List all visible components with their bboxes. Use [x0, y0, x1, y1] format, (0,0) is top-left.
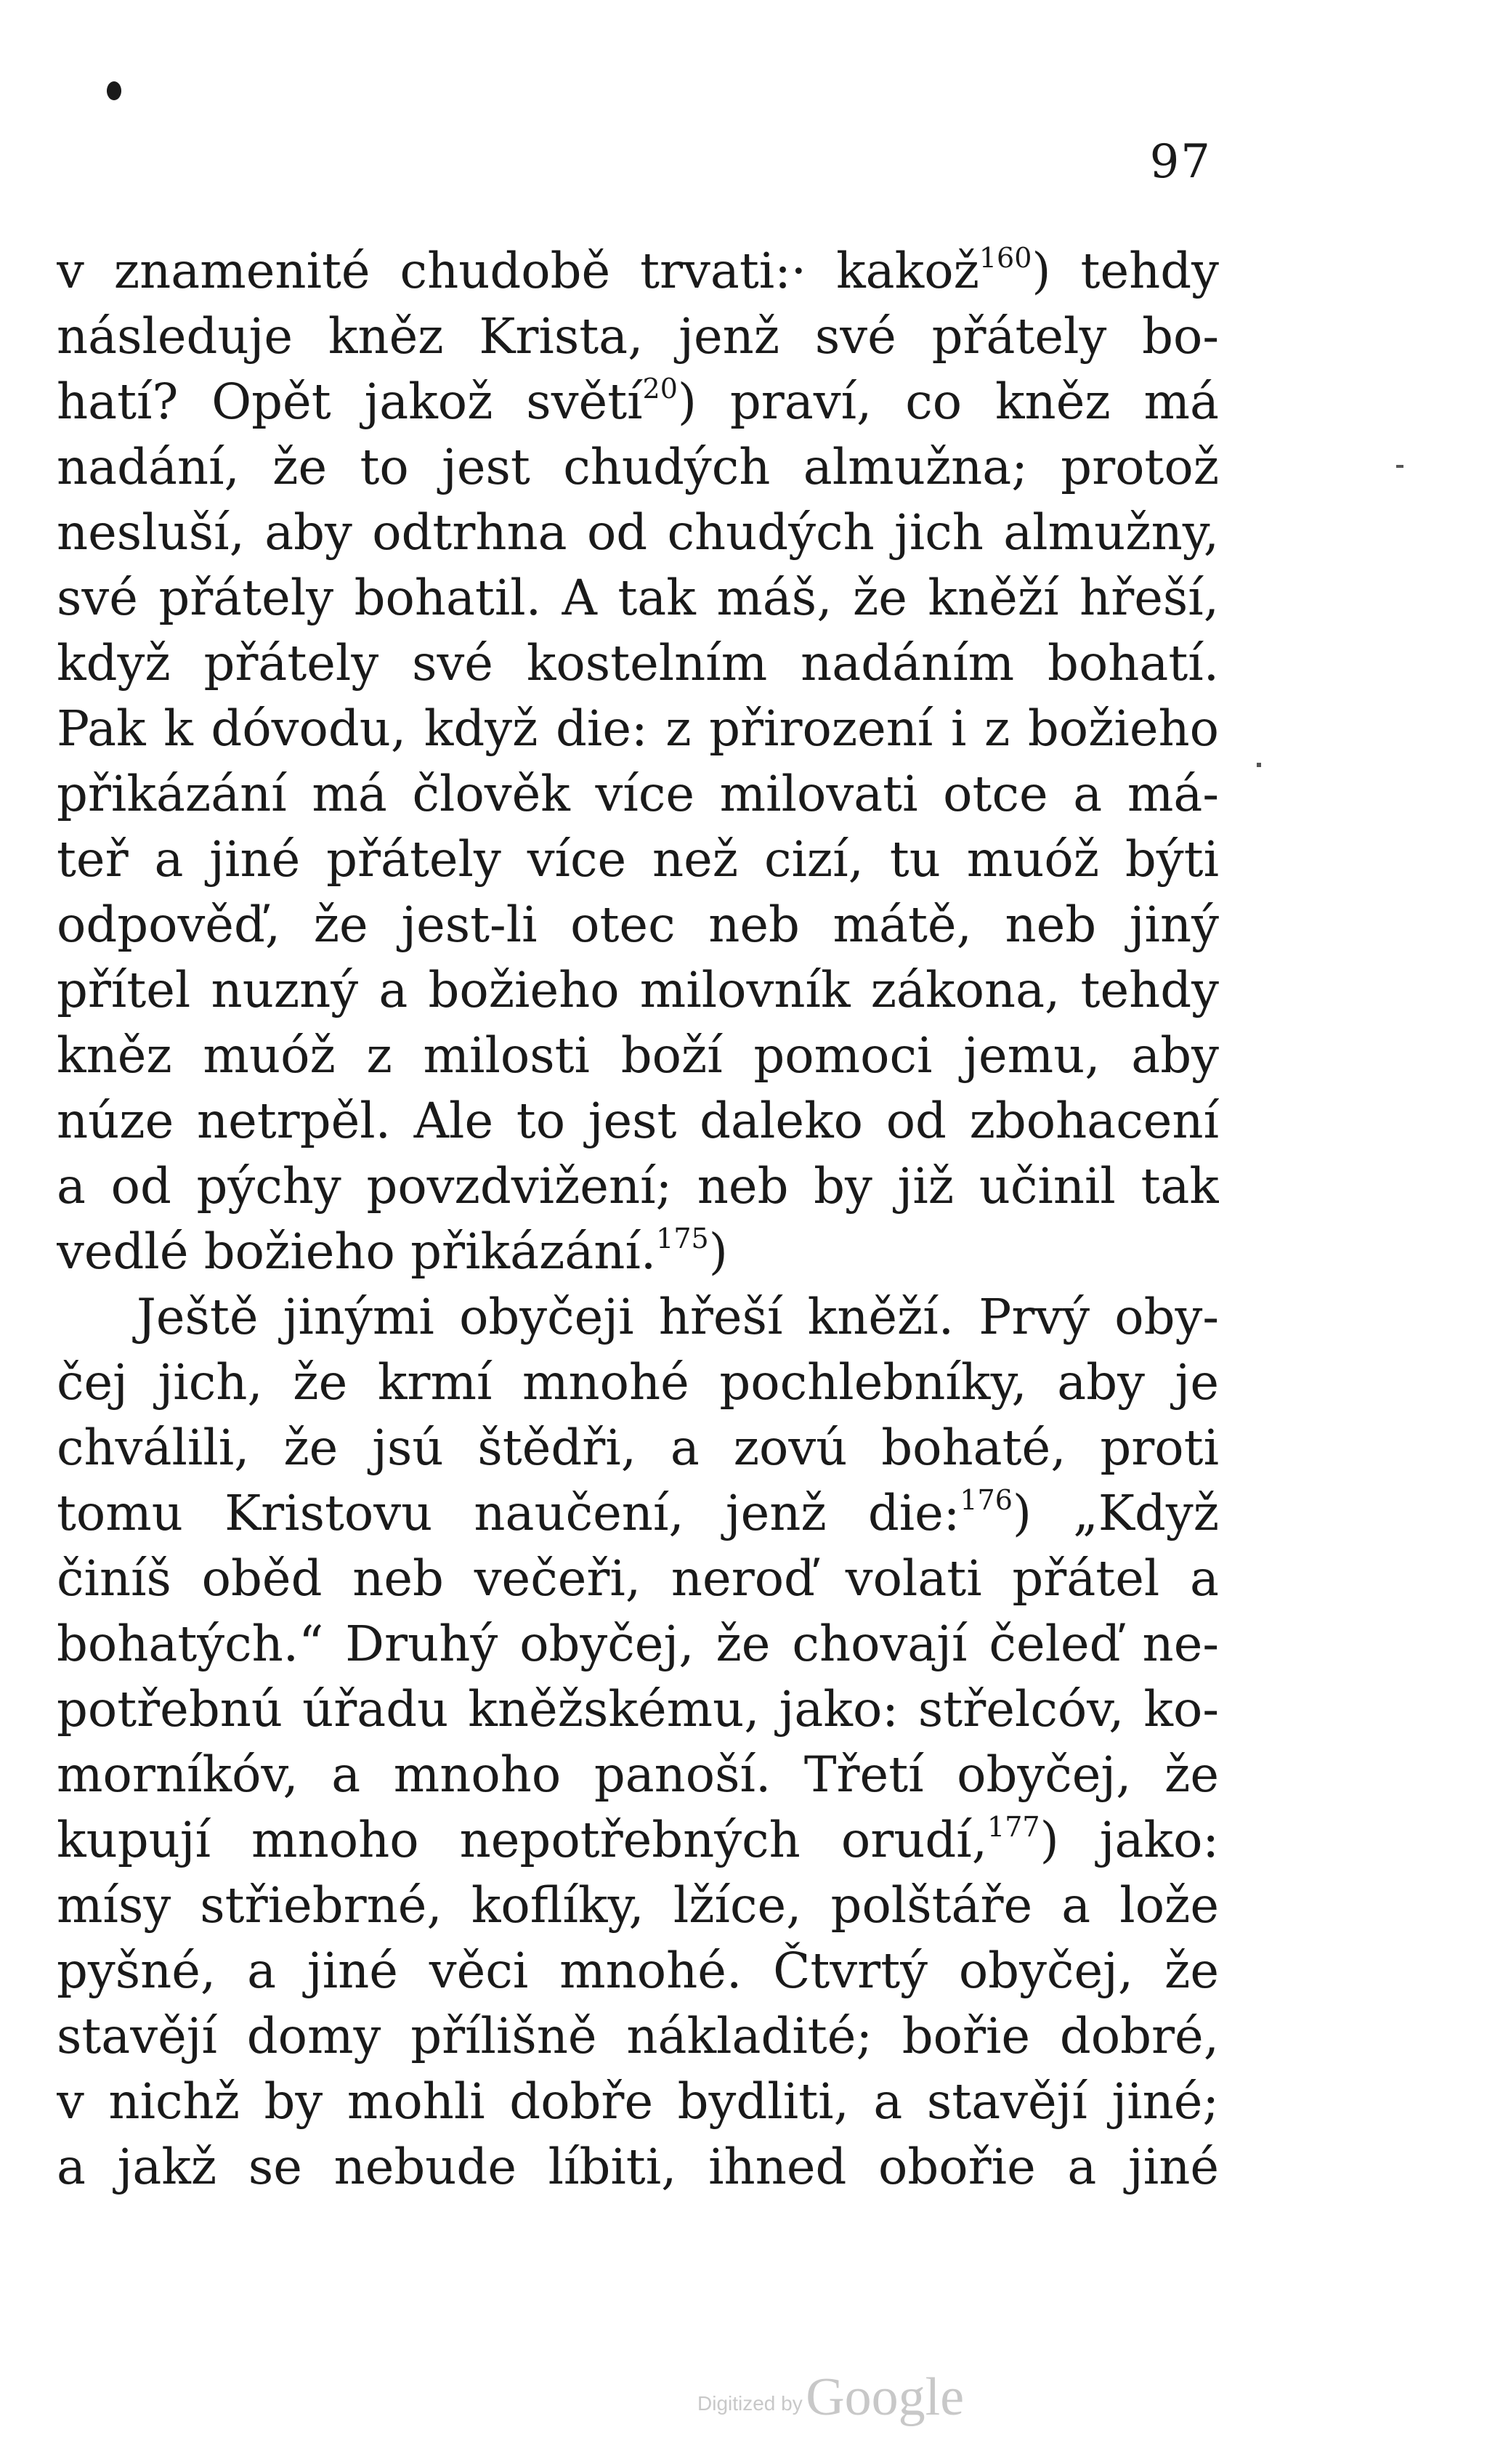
text-run: v nichž by mohli dobře bydliti, a stavějí jiné;	[57, 2073, 1219, 2130]
text-run: odpověď, že jest-li otec neb mátě, neb jiný	[57, 896, 1219, 953]
text-line	[57, 1742, 1219, 1807]
text-line	[57, 1873, 1219, 1938]
text-line	[57, 434, 1219, 500]
text-line	[57, 1350, 1219, 1415]
text-run: )	[708, 1223, 728, 1280]
text-run: následuje kněz Krista, jenž své přátely bo-	[57, 308, 1219, 365]
text-run: potřebnú úřadu kněžskému, jako: střelcóv, ko-	[57, 1681, 1219, 1738]
text-run: ) „Když	[1012, 1485, 1219, 1541]
text-run: kněz muóž z milosti boží pomoci jemu, aby	[57, 1027, 1219, 1084]
text-run: bohatých.“ Druhý obyčej, že chovají čeleď ne-	[57, 1616, 1219, 1672]
text-line	[57, 1219, 1219, 1284]
text-run: nadání, že to jest chudých almužna; protož	[57, 439, 1219, 495]
ink-dot	[107, 81, 121, 100]
text-run: hatí? Opět jakož světí	[57, 373, 643, 430]
text-line	[57, 1480, 1219, 1546]
text-run: teř a jiné přátely více než cizí, tu muóž býti	[57, 831, 1219, 888]
text-run: núze netrpěl. Ale to jest daleko od zbohacení	[57, 1093, 1219, 1149]
text-run: ) tehdy	[1032, 243, 1219, 299]
text-line	[57, 892, 1219, 957]
page-number: 97	[1149, 135, 1212, 189]
footnote-ref: 175	[656, 1223, 709, 1255]
text-line	[57, 1284, 1219, 1350]
text-run: činíš oběd neb večeři, neroď volati přátel a	[57, 1550, 1219, 1607]
text-run: stavějí domy přílišně nákladité; bořie dobré,	[57, 2008, 1219, 2064]
text-line	[57, 369, 1219, 434]
edge-mark	[1396, 465, 1403, 468]
text-run: a jakž se nebude líbiti, ihned obořie a jiné	[57, 2139, 1219, 2195]
text-line	[57, 631, 1219, 696]
digitized-watermark	[697, 2367, 964, 2428]
text-line	[57, 238, 1219, 304]
footnote-ref: 177	[987, 1811, 1040, 1843]
text-line	[57, 1546, 1219, 1611]
text-line	[57, 1677, 1219, 1742]
footnote-ref: 160	[979, 242, 1032, 274]
text-line	[57, 1938, 1219, 2003]
text-line	[57, 304, 1219, 369]
body-text	[57, 238, 1219, 2200]
text-line	[57, 2134, 1219, 2200]
text-run: tomu Kristovu naučení, jenž die:	[57, 1485, 960, 1541]
google-logo-text: Google	[806, 2367, 965, 2427]
text-line	[57, 2003, 1219, 2069]
text-run: přítel nuzný a božieho milovník zákona, tehdy	[57, 962, 1219, 1018]
text-run: čej jich, že krmí mnohé pochlebníky, aby je	[57, 1354, 1219, 1411]
footnote-ref: 20	[642, 373, 678, 405]
text-run: nesluší, aby odtrhna od chudých jich almužny,	[57, 504, 1219, 561]
text-line	[57, 1023, 1219, 1088]
text-run: Pak k dóvodu, když die: z přirození i z božieho	[57, 700, 1219, 757]
text-line	[57, 827, 1219, 892]
text-line	[57, 696, 1219, 761]
text-line	[57, 1088, 1219, 1154]
text-line	[57, 1611, 1219, 1677]
text-line	[57, 2069, 1219, 2134]
text-run: kupují mnoho nepotřebných orudí,	[57, 1812, 988, 1868]
text-run: přikázání má člověk více milovati otce a má-	[57, 766, 1219, 822]
text-run: když přátely své kostelním nadáním bohatí.	[57, 635, 1219, 692]
text-run: morníkóv, a mnoho panoší. Třetí obyčej, že	[57, 1746, 1219, 1803]
footnote-ref: 176	[960, 1484, 1013, 1516]
edge-mark	[1257, 763, 1261, 767]
text-run: v znamenité chudobě trvati:· kakož	[57, 243, 979, 299]
text-run: ) praví, co kněz má	[677, 373, 1219, 430]
text-run: vedlé božieho přikázání.	[57, 1223, 657, 1280]
text-line	[57, 1415, 1219, 1480]
text-line	[57, 761, 1219, 827]
text-run: pyšné, a jiné věci mnohé. Čtvrtý obyčej, že	[57, 1942, 1219, 1999]
digitized-by-label: Digitized by	[697, 2392, 803, 2415]
text-line	[57, 1807, 1219, 1873]
text-run: chválili, že jsú štědři, a zovú bohaté, proti	[57, 1419, 1219, 1476]
text-run: ) jako:	[1040, 1812, 1219, 1868]
text-line	[57, 565, 1219, 631]
text-line	[57, 1154, 1219, 1219]
text-line	[57, 957, 1219, 1023]
text-run: Ještě jinými obyčeji hřeší kněží. Prvý oby-	[137, 1289, 1219, 1345]
text-line	[57, 500, 1219, 565]
text-run: své přátely bohatil. A tak máš, že kněží hřeší,	[57, 570, 1219, 626]
text-run: mísy střiebrné, koflíky, lžíce, polštáře a lože	[57, 1877, 1219, 1934]
text-run: a od pýchy povzdvižení; neb by již učinil tak	[57, 1158, 1219, 1215]
